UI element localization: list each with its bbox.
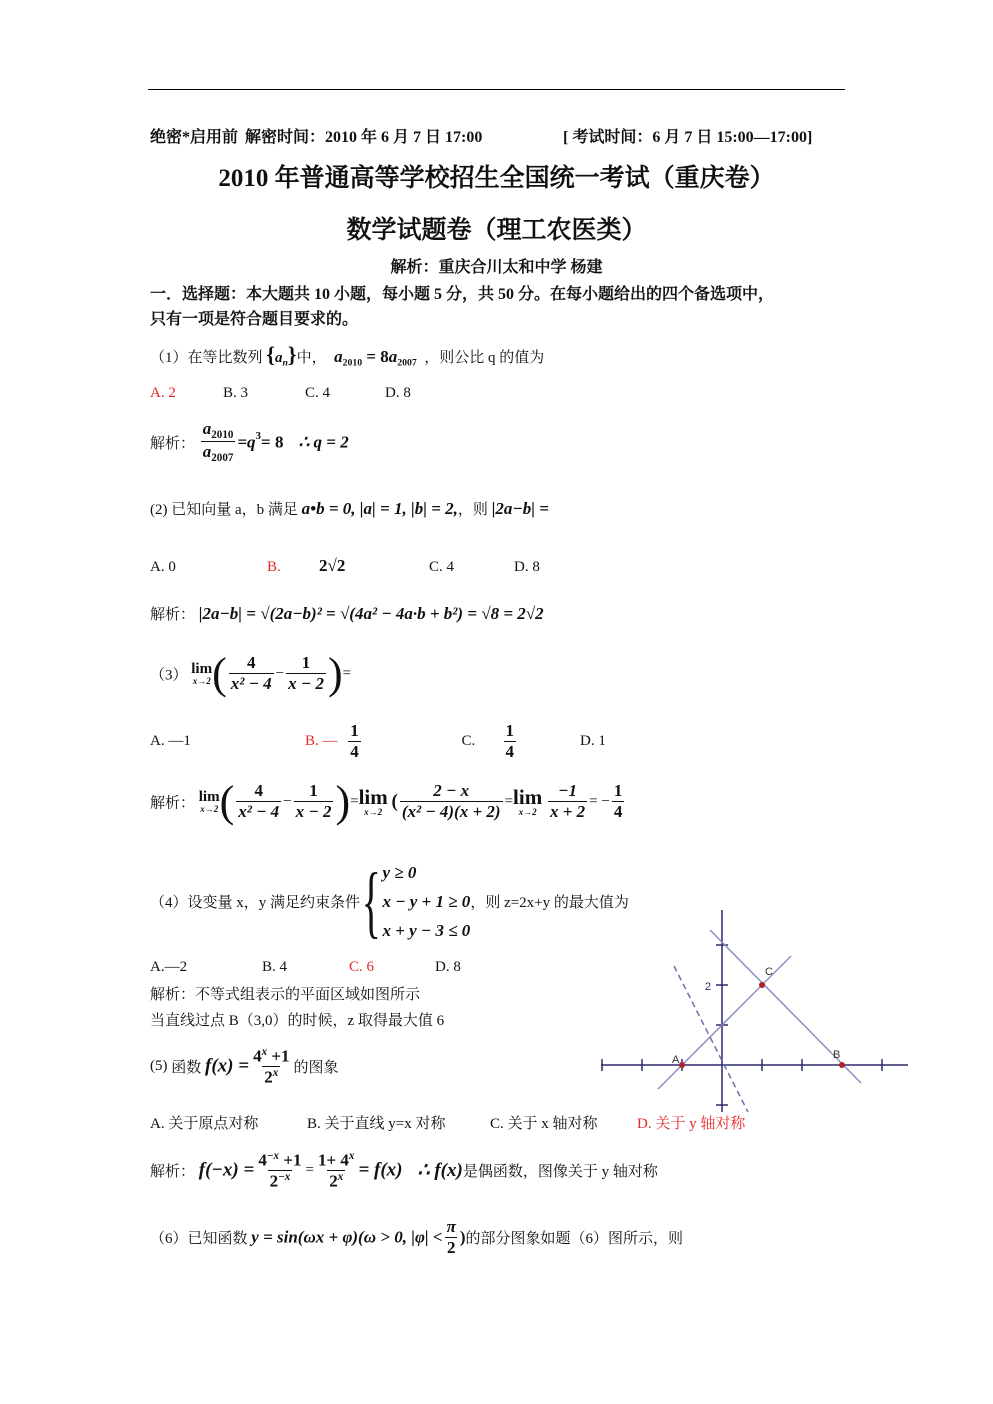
math-sup: −x (278, 1171, 291, 1184)
option-b-value: 2√2 (319, 556, 346, 575)
paren-close: ) (327, 649, 343, 698)
math-sup: 3 (255, 430, 262, 443)
paren-open: ( (391, 791, 398, 812)
point-c (759, 982, 765, 988)
point-b-label: B (833, 1049, 841, 1061)
option-b[interactable]: B. — (305, 733, 338, 750)
stem-text: 函数 (171, 1060, 202, 1077)
math-sub: 2007 (211, 451, 234, 464)
math-expr: |2a−b| = √(2a−b)² = √(4a² − 4a·b + b²) = √8 = 2√2 (198, 604, 544, 623)
frac-den: 4 (350, 741, 359, 761)
lim-sub: x→2 (518, 807, 537, 817)
math-expr: ∴ q = 2 (298, 432, 349, 452)
option-b[interactable]: B. 3 (223, 385, 249, 401)
page-subtitle: 数学试题卷（理工农医类） (346, 217, 647, 244)
math-sup: −x (266, 1150, 280, 1162)
stem-text: 中， (296, 350, 327, 366)
option-d[interactable]: D. 关于 y 轴对称 (637, 1116, 746, 1132)
solution-label: 解析： (150, 1164, 196, 1181)
y-tick-label: 2 (704, 981, 711, 993)
option-c[interactable]: C. 4 (305, 385, 331, 401)
page-title: 2010 年普通高等学校招生全国统一考试（重庆卷） (218, 165, 775, 192)
fraction (548, 782, 587, 821)
feasible-region-figure (595, 905, 915, 1115)
fraction (612, 782, 625, 821)
stem-text: 在等比数列 (187, 350, 263, 366)
header-rule (148, 89, 845, 90)
solution-label: 解析： (150, 795, 196, 812)
paren-close: ) (335, 777, 351, 826)
question-3-stem (150, 649, 352, 698)
frac-den: 2 (329, 1171, 338, 1191)
point-a-label: A (672, 1054, 680, 1066)
question-4-solution-line2: 当直线过点 B（3,0）的时候，z 取得最大值 6 (150, 1013, 445, 1029)
math-expr: a•b = 0, |a| = 1, |b| = 2, (301, 499, 458, 518)
option-a[interactable]: A. 关于原点对称 (150, 1116, 259, 1132)
solution-label: 解析： (150, 435, 196, 452)
frac-den: x + 2 (549, 802, 586, 822)
math-op: − (283, 793, 292, 810)
math-sup: x (272, 1067, 279, 1080)
math-op: = − (589, 793, 610, 810)
solution-text: 是偶函数，图像关于 y 轴对称 (462, 1164, 658, 1181)
option-c[interactable]: C. 6 (349, 959, 375, 975)
math-expr: =q (237, 432, 256, 452)
math-sub: 2007 (397, 357, 417, 369)
option-a[interactable]: A. 2 (150, 385, 176, 401)
fraction (445, 1218, 458, 1257)
solution-label: 解析： (150, 607, 196, 623)
exam-time: [ 考试时间：6 月 7 日 15:00—17:00] (563, 129, 813, 146)
frac-den: x − 2 (288, 674, 324, 694)
frac-num: 1+ 4 (317, 1150, 349, 1170)
limit (191, 662, 212, 686)
option-d[interactable]: D. 8 (385, 385, 411, 401)
seq-var: a (274, 350, 283, 366)
fraction (294, 782, 334, 821)
lim-sub: x→2 (200, 804, 219, 814)
frac-num-rest: +1 (267, 1046, 290, 1066)
question-3-solution (150, 777, 626, 826)
option-d[interactable]: D. 8 (514, 559, 540, 575)
paren-open: ( (212, 649, 227, 698)
math-var: a (388, 347, 398, 366)
question-4-stem (150, 858, 629, 945)
math-expr: = 8 (261, 432, 284, 452)
frac-den: 4 (505, 741, 515, 761)
math-op: = (342, 665, 352, 682)
option-a[interactable]: A.—2 (150, 959, 188, 975)
stem-text: ，则 z=2x+y 的最大值为 (470, 895, 629, 911)
frac-num: 4 (258, 1150, 267, 1170)
point-b (839, 1062, 845, 1068)
math-op: ) (459, 1227, 466, 1247)
frac-num: 4 (254, 781, 263, 801)
option-c-fraction (504, 722, 517, 761)
fraction (316, 1150, 356, 1191)
math-expr: = f(x) (358, 1159, 403, 1181)
frac-den: 2 (446, 1237, 456, 1257)
constraint-system (382, 858, 470, 945)
question-4-options (150, 959, 461, 976)
math-op: − (275, 665, 285, 682)
option-b[interactable]: B. (267, 559, 281, 575)
brace-open: { (266, 342, 275, 367)
frac-den: 2 (264, 1067, 273, 1087)
question-1-solution (150, 420, 349, 465)
limit (199, 790, 220, 814)
stem-text: 已知函数 (187, 1231, 248, 1248)
frac-den: 4 (613, 802, 623, 822)
stem-text: ，则 (457, 502, 488, 518)
lim-sub: x→2 (364, 807, 383, 817)
math-op: = 8 (362, 347, 389, 366)
math-var: a (334, 347, 343, 366)
lim-text: lim (198, 789, 220, 805)
lim-sub: x→2 (192, 676, 211, 686)
math-sup: x (337, 1171, 344, 1184)
math-expr: ∴ f(x) (417, 1160, 463, 1182)
release-time: 解密时间：2010 年 6 月 7 日 17:00 (245, 129, 483, 146)
option-c[interactable]: C. (461, 733, 476, 750)
question-number: （4） (150, 895, 188, 911)
question-1-stem (150, 342, 544, 368)
option-a[interactable]: A. 0 (150, 559, 176, 575)
math-op: = (504, 793, 514, 810)
math-sup: x (348, 1150, 355, 1162)
question-number: (5) (150, 1058, 168, 1075)
lim-text: lim (358, 785, 388, 809)
option-a[interactable]: A. —1 (150, 733, 191, 750)
question-3-options (150, 722, 606, 761)
option-b-fraction (340, 722, 370, 761)
stem-text: 的图象 (293, 1060, 339, 1077)
section-heading-line2: 只有一项是符合题目要求的。 (150, 311, 359, 328)
option-d[interactable]: D. 1 (580, 733, 606, 750)
analyst-credit: 解析：重庆合川太和中学 杨建 (390, 259, 603, 276)
question-2-stem (150, 498, 549, 519)
stem-text: 已知向量 a，b 满足 (171, 502, 298, 518)
confidential-label: 绝密*启用前 (150, 129, 239, 146)
math-sub: 2010 (211, 428, 234, 441)
frac-den: x² − 4 (230, 674, 272, 694)
fraction (286, 654, 326, 693)
frac-num: 1 (350, 721, 359, 740)
constraint: y ≥ 0 (382, 863, 417, 882)
frac-num: 4 (246, 653, 256, 673)
question-1-options (150, 385, 411, 402)
frac-num: 1 (301, 653, 311, 673)
seq-sub: n (282, 357, 288, 369)
point-a (679, 1062, 685, 1068)
paren-open: ( (219, 777, 235, 826)
frac-num: 2 − x (433, 781, 470, 801)
question-4-solution-line1: 解析：不等式组表示的平面区域如图所示 (150, 987, 421, 1003)
limit (359, 787, 388, 817)
stem-text: 的部分图象如题（6）图所示，则 (465, 1231, 684, 1248)
math-expr: f(x) = (205, 1055, 250, 1077)
frac-den: x² − 4 (238, 802, 280, 822)
brace-icon: { (361, 857, 381, 946)
frac-num-rest: +1 (279, 1150, 302, 1170)
question-2-solution (150, 603, 544, 624)
math-sub: 2010 (342, 357, 363, 369)
math-op: = (350, 793, 359, 810)
fraction (256, 1150, 303, 1191)
limit (513, 787, 542, 817)
math-op: = (305, 1162, 314, 1179)
option-b[interactable]: B. 关于直线 y=x 对称 (307, 1116, 446, 1132)
option-b[interactable]: B. 4 (262, 959, 288, 975)
constraint: x − y + 1 ≥ 0 (382, 892, 471, 911)
frac-num: 1 (613, 781, 623, 801)
question-5-stem (150, 1046, 339, 1087)
fraction (400, 782, 503, 821)
stem-text: 设变量 x，y 满足约束条件 (187, 895, 361, 911)
math-sup: x (261, 1046, 268, 1058)
fraction (229, 654, 274, 693)
question-5-solution (150, 1150, 658, 1191)
constraint: x + y − 3 ≤ 0 (382, 921, 471, 940)
option-c[interactable]: C. 4 (429, 559, 455, 575)
lim-text: lim (513, 785, 543, 809)
math-var: a (202, 442, 212, 461)
section-heading: 一．选择题：本大题共 10 小题，每小题 5 分，共 50 分。在每小题给出的四个备选项中， (150, 286, 775, 303)
point-c-label: C (765, 966, 773, 978)
frac-den: 2 (269, 1171, 279, 1191)
math-expr: |2a−b| = (491, 499, 549, 518)
objective-line-dashed (674, 966, 748, 1112)
math-expr: y = sin(ωx + φ)(ω > 0, |φ| < (251, 1227, 443, 1247)
math-expr: f(−x) = (198, 1159, 255, 1181)
question-number: （6） (150, 1231, 188, 1248)
option-d[interactable]: D. 8 (435, 959, 461, 975)
question-number: （1） (150, 350, 188, 366)
question-2-options (150, 556, 540, 576)
lim-text: lim (191, 661, 213, 677)
question-number: (2) (150, 502, 168, 518)
frac-den: (x² − 4)(x + 2) (401, 802, 501, 822)
question-5-options (150, 1112, 745, 1133)
fraction (251, 1046, 291, 1087)
fraction (201, 420, 236, 465)
frac-num: π (446, 1217, 456, 1236)
frac-den: x − 2 (295, 802, 332, 822)
stem-text: ，则公比 q 的值为 (424, 350, 545, 366)
frac-num: 4 (253, 1046, 262, 1066)
option-c[interactable]: C. 关于 x 轴对称 (490, 1116, 598, 1132)
brace-close: } (287, 342, 297, 367)
frac-num: 1 (505, 721, 515, 740)
math-var: a (202, 419, 212, 438)
frac-num: 1 (309, 781, 318, 801)
question-number: （3） (150, 667, 188, 684)
frac-num: −1 (558, 781, 577, 801)
fraction (236, 782, 281, 821)
question-6-stem (150, 1218, 683, 1257)
